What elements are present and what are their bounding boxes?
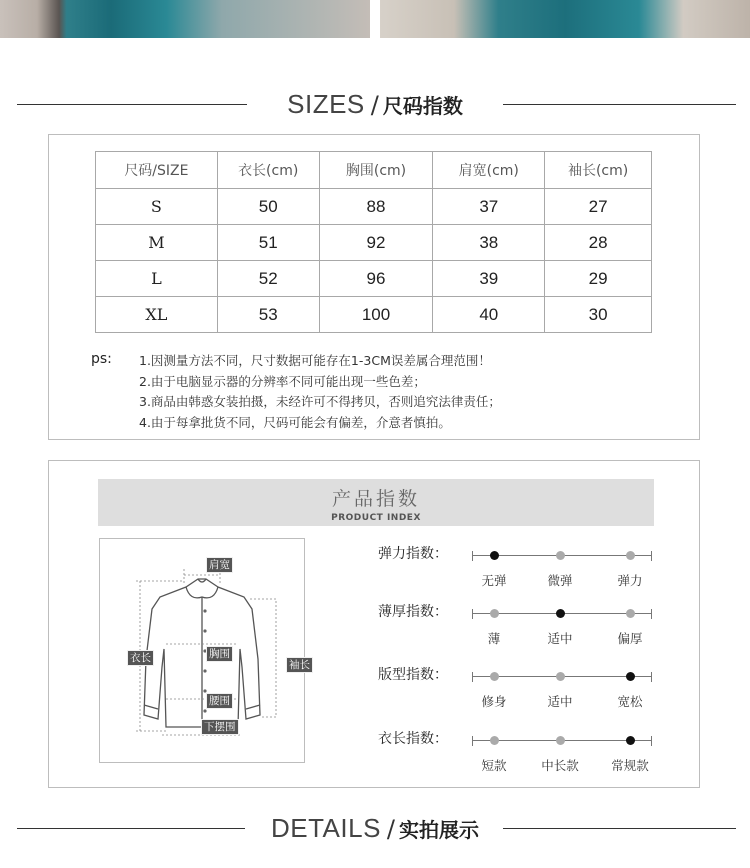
note-item: 1.因测量方法不同，尺寸数据可能存在1-3CM误差属合理范围！ xyxy=(139,353,491,368)
note-item: 2.由于电脑显示器的分辨率不同可能出现一些色差； xyxy=(139,373,426,389)
sleeve-cell: 27 xyxy=(545,189,652,225)
table-row xyxy=(96,261,652,297)
dot-icon xyxy=(490,736,499,745)
sleeve-cell: 29 xyxy=(545,261,652,297)
length-cell: 53 xyxy=(217,297,319,333)
scale-option-label: 常规款 xyxy=(611,758,649,773)
dot-icon xyxy=(490,672,499,681)
label-shoulder: 肩宽 xyxy=(206,557,233,573)
scale-end-cap xyxy=(651,609,652,619)
label-sleeve: 袖长 xyxy=(286,657,313,673)
product-index-panel xyxy=(48,460,700,788)
dot-icon xyxy=(556,672,565,681)
scale-option-label: 适中 xyxy=(547,694,573,709)
table-row xyxy=(96,189,652,225)
product-index-banner xyxy=(98,479,654,526)
size-cell: S xyxy=(96,189,218,225)
chest-cell: 96 xyxy=(319,261,433,297)
chest-cell: 92 xyxy=(319,225,433,261)
scale-option-label: 薄 xyxy=(487,631,501,646)
sizes-heading-separator: / xyxy=(370,91,379,119)
product-photo-right xyxy=(380,0,750,38)
scale-end-cap xyxy=(651,672,652,682)
header-shoulder: 肩宽(cm) xyxy=(433,152,545,189)
chest-cell: 88 xyxy=(319,189,433,225)
shoulder-cell: 39 xyxy=(433,261,545,297)
index-row-thickness xyxy=(378,601,708,646)
scale-option-label: 宽松 xyxy=(617,694,643,709)
scale-option-label: 微弹 xyxy=(547,573,573,588)
product-index-subtitle: PRODUCT INDEX xyxy=(331,513,421,523)
scale-option-label: 偏厚 xyxy=(617,631,643,646)
shoulder-cell: 38 xyxy=(433,225,545,261)
scale-option-label: 弹力 xyxy=(617,573,643,588)
chest-cell: 100 xyxy=(319,297,433,333)
header-length: 衣长(cm) xyxy=(217,152,319,189)
note-item: 4.由于每拿批货不同，尺码可能会有偏差，介意者慎拍。 xyxy=(139,414,451,430)
index-row-length xyxy=(378,728,708,773)
scale-option-label: 无弹 xyxy=(481,573,507,588)
index-row-elasticity xyxy=(378,543,708,588)
details-heading-en: DETAILS xyxy=(270,813,381,843)
length-cell: 51 xyxy=(217,225,319,261)
scale-option-label: 短款 xyxy=(481,758,507,773)
sizes-heading-title xyxy=(0,84,750,128)
index-scale xyxy=(472,609,652,646)
sizes-heading-en: SIZES xyxy=(287,89,365,119)
size-table-header-row xyxy=(96,152,652,189)
index-row-fit xyxy=(378,664,708,709)
scale-end-cap xyxy=(651,551,652,561)
details-heading-separator: / xyxy=(386,815,396,843)
length-cell: 52 xyxy=(217,261,319,297)
notes-list xyxy=(139,351,501,433)
selected-dot-icon xyxy=(556,609,565,618)
scale-option-label: 适中 xyxy=(547,631,573,646)
details-heading-zh: 实拍展示 xyxy=(399,818,480,842)
details-heading-title xyxy=(0,808,750,852)
label-length: 衣长 xyxy=(127,650,154,666)
garment-diagram xyxy=(99,538,310,763)
header-size: 尺码/SIZE xyxy=(96,152,218,189)
size-table xyxy=(95,151,652,333)
label-chest: 胸围 xyxy=(206,646,233,662)
shoulder-cell: 40 xyxy=(433,297,545,333)
shoulder-cell: 37 xyxy=(433,189,545,225)
length-cell: 50 xyxy=(217,189,319,225)
dot-icon xyxy=(556,551,565,560)
table-row xyxy=(96,225,652,261)
dot-icon xyxy=(626,609,635,618)
sleeve-cell: 28 xyxy=(545,225,652,261)
index-scale xyxy=(472,672,652,709)
scale-end-cap xyxy=(651,736,652,746)
product-index-title: 产品指数 xyxy=(331,488,420,510)
header-sleeve: 袖长(cm) xyxy=(545,152,652,189)
scale-end-cap xyxy=(472,551,473,561)
index-row-label: 版型指数： xyxy=(378,667,448,683)
selected-dot-icon xyxy=(490,551,499,560)
product-photo-strip xyxy=(0,0,750,38)
notes-label: ps: xyxy=(91,351,112,367)
dot-icon xyxy=(556,736,565,745)
index-row-label: 薄厚指数： xyxy=(378,604,448,620)
label-waist: 腰围 xyxy=(206,693,233,709)
selected-dot-icon xyxy=(626,672,635,681)
note-item: 3.商品由韩惑女装拍摄，未经许可不得拷贝，否则追究法律责任； xyxy=(139,394,501,409)
size-cell: XL xyxy=(96,297,218,333)
scale-end-cap xyxy=(472,609,473,619)
table-row xyxy=(96,297,652,333)
dot-icon xyxy=(490,609,499,618)
size-cell: L xyxy=(96,261,218,297)
sleeve-cell: 30 xyxy=(545,297,652,333)
size-cell: M xyxy=(96,225,218,261)
index-row-label: 衣长指数： xyxy=(378,731,448,747)
scale-end-cap xyxy=(472,672,473,682)
header-chest: 胸围(cm) xyxy=(319,152,433,189)
index-row-label: 弹力指数： xyxy=(378,546,448,562)
sizes-heading-zh: 尺码指数 xyxy=(382,94,463,118)
sizes-heading xyxy=(0,84,750,124)
scale-end-cap xyxy=(472,736,473,746)
dot-icon xyxy=(626,551,635,560)
product-photo-left xyxy=(0,0,370,38)
scale-option-label: 中长款 xyxy=(541,758,579,773)
scale-option-label: 修身 xyxy=(481,694,507,709)
label-hem: 下摆围 xyxy=(201,719,239,735)
details-heading xyxy=(0,808,750,848)
size-chart-panel xyxy=(48,134,700,440)
index-scale xyxy=(472,551,652,588)
index-scale xyxy=(472,736,652,773)
selected-dot-icon xyxy=(626,736,635,745)
